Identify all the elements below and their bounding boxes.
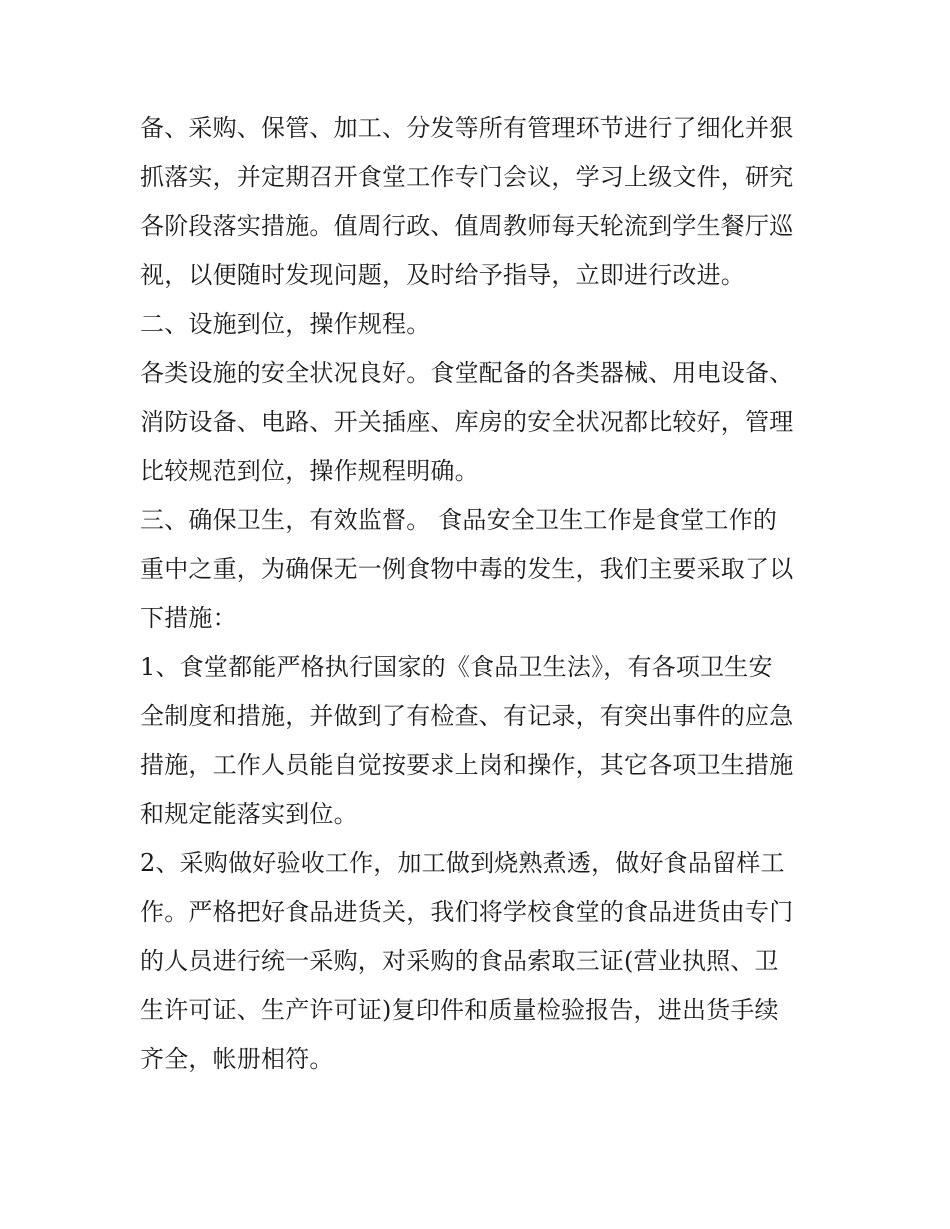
text-line: 抓落实，并定期召开食堂工作专门会议，学习上级文件，研究 — [140, 163, 794, 191]
text-line: 齐全，帐册相符。 — [140, 1045, 334, 1073]
text-line: 各阶段落实措施。值周行政、值周教师每天轮流到学生餐厅巡 — [140, 212, 794, 240]
list-item-2: 2、采购做好验收工作，加工做到烧熟煮透，做好食品留样工 — [140, 849, 785, 877]
text-line: 视，以便随时发现问题，及时给予指导，立即进行改进。 — [140, 261, 745, 289]
text-line: 下措施： — [140, 604, 237, 632]
text-line: 和规定能落实到位。 — [140, 800, 358, 828]
section-heading-2: 二、设施到位，操作规程。 — [140, 310, 431, 338]
text-line: 重中之重，为确保无一例食物中毒的发生，我们主要采取了以 — [140, 555, 794, 583]
text-line: 作。严格把好食品进货关，我们将学校食堂的食品进货由专门 — [140, 898, 794, 926]
section-heading-3: 三、确保卫生，有效监督。 食品安全卫生工作是食堂工作的 — [140, 506, 778, 534]
text-line: 的人员进行统一采购，对采购的食品索取三证(营业执照、卫 — [140, 947, 779, 975]
text-line: 措施，工作人员能自觉按要求上岗和操作，其它各项卫生措施 — [140, 751, 794, 779]
text-line: 比较规范到位，操作规程明确。 — [140, 457, 479, 485]
text-line: 全制度和措施，并做到了有检查、有记录，有突出事件的应急 — [140, 702, 794, 730]
document-body — [140, 104, 830, 1084]
text-line: 生许可证、生产许可证)复印件和质量检验报告，进出货手续 — [140, 996, 779, 1024]
text-line: 各类设施的安全状况良好。食堂配备的各类器械、用电设备、 — [140, 359, 794, 387]
text-line: 消防设备、电路、开关插座、库房的安全状况都比较好，管理 — [140, 408, 794, 436]
list-item-1: 1、食堂都能严格执行国家的《食品卫生法》，有各项卫生安 — [140, 653, 773, 681]
text-line: 备、采购、保管、加工、分发等所有管理环节进行了细化并狠 — [140, 114, 794, 142]
